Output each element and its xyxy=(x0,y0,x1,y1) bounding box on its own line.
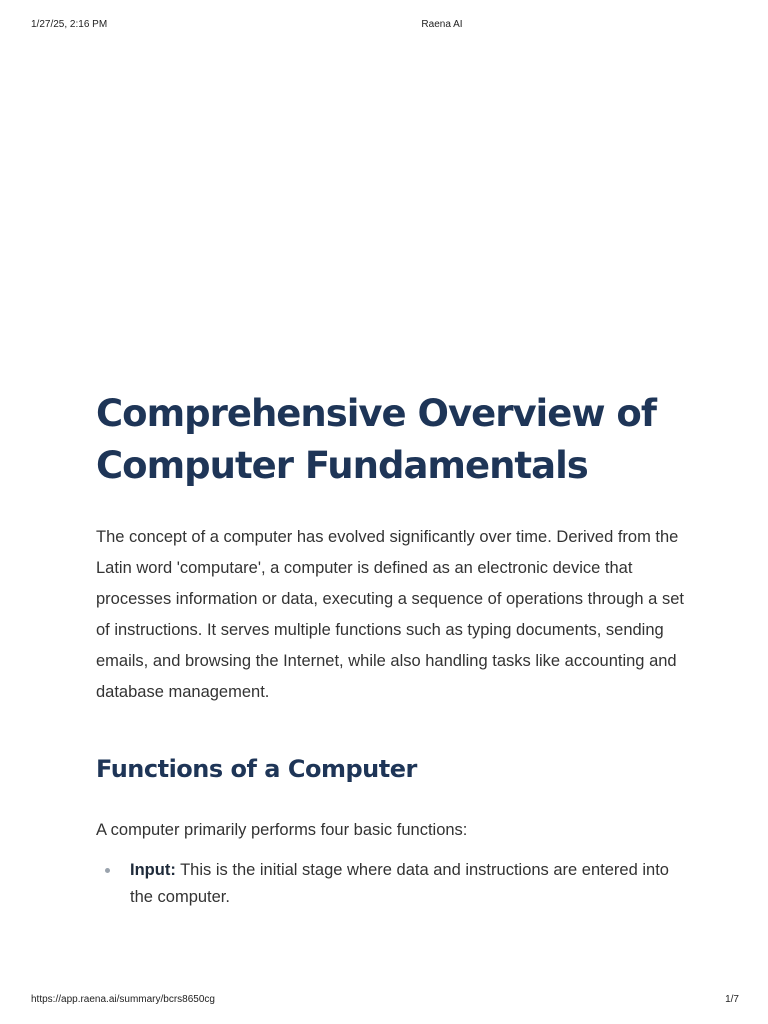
document-content xyxy=(96,388,686,911)
section-lead-paragraph: A computer primarily performs four basic functions: xyxy=(96,821,468,839)
print-header xyxy=(0,19,768,33)
list-item-term: Input: xyxy=(130,861,176,879)
list-item-input xyxy=(96,857,686,911)
bullet-icon xyxy=(105,868,110,873)
print-datetime: 1/27/25, 2:16 PM xyxy=(31,19,108,30)
functions-list xyxy=(96,857,686,911)
intro-paragraph: The concept of a computer has evolved significantly over time. Derived from the Latin word 'computare', a computer is defined as an electronic device that processes information or data, executing a sequence of operations through a set of instructions. It serves multiple functions such as typing documents, sending emails, and browsing the Internet, while also handling tasks like accounting and database management. xyxy=(96,528,684,701)
print-site-title: Raena AI xyxy=(421,19,463,30)
page-url-link[interactable]: https://app.raena.ai/summary/bcrs8650cg xyxy=(31,994,215,1005)
print-footer xyxy=(0,994,768,1008)
section-heading-functions: Functions of a Computer xyxy=(96,755,417,783)
page-indicator: 1/7 xyxy=(725,994,739,1005)
document-title: Comprehensive Overview of Computer Fundamentals xyxy=(96,392,656,487)
list-item-text: This is the initial stage where data and instructions are entered into the computer. xyxy=(130,861,669,906)
